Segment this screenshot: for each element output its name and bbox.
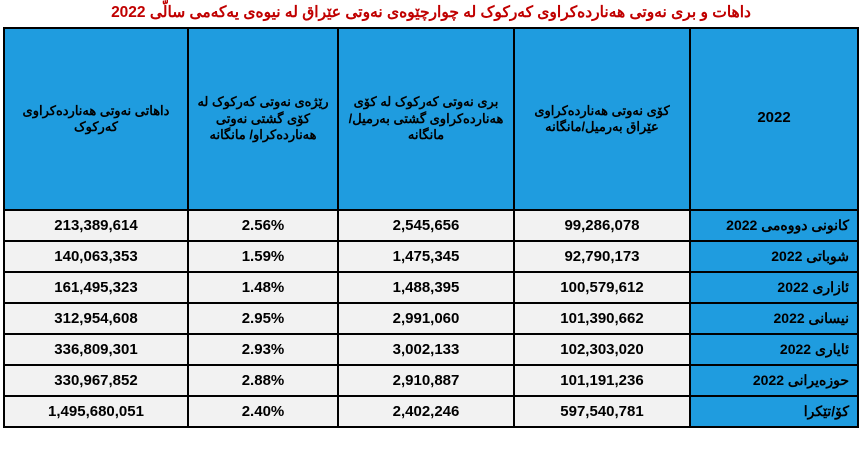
cell-kirkuk-percent: 2.56% bbox=[188, 210, 338, 241]
table-row bbox=[4, 241, 858, 272]
cell-kirkuk-share: 2,910,887 bbox=[338, 365, 514, 396]
column-header-year: 2022 bbox=[690, 28, 858, 210]
cell-kirkuk-revenue: 1,495,680,051 bbox=[4, 396, 188, 427]
cell-iraq-total: 101,191,236 bbox=[514, 365, 690, 396]
cell-kirkuk-revenue: 312,954,608 bbox=[4, 303, 188, 334]
cell-kirkuk-percent: 1.48% bbox=[188, 272, 338, 303]
cell-kirkuk-revenue: 330,967,852 bbox=[4, 365, 188, 396]
table-row bbox=[4, 272, 858, 303]
row-label: شوباتی 2022 bbox=[690, 241, 858, 272]
row-label: ئایاری 2022 bbox=[690, 334, 858, 365]
row-label: نیسانی 2022 bbox=[690, 303, 858, 334]
row-label: ئازاری 2022 bbox=[690, 272, 858, 303]
oil-export-table bbox=[3, 27, 859, 428]
table-row bbox=[4, 210, 858, 241]
table-row bbox=[4, 334, 858, 365]
cell-kirkuk-share: 2,991,060 bbox=[338, 303, 514, 334]
row-label: کانونی دووەمی 2022 bbox=[690, 210, 858, 241]
column-header-iraq-total: کۆی نەوتی هەناردەکراوی عێراق بەرمیل/مانگانە bbox=[514, 28, 690, 210]
cell-iraq-total: 597,540,781 bbox=[514, 396, 690, 427]
column-header-kirkuk-revenue: داهاتی نەوتی هەناردەکراوی کەرکوک bbox=[4, 28, 188, 210]
cell-kirkuk-percent: 1.59% bbox=[188, 241, 338, 272]
cell-kirkuk-revenue: 336,809,301 bbox=[4, 334, 188, 365]
cell-iraq-total: 101,390,662 bbox=[514, 303, 690, 334]
table-head bbox=[4, 28, 858, 210]
cell-kirkuk-revenue: 161,495,323 bbox=[4, 272, 188, 303]
table-row-total bbox=[4, 396, 858, 427]
cell-kirkuk-share: 2,402,246 bbox=[338, 396, 514, 427]
table-row bbox=[4, 365, 858, 396]
cell-kirkuk-share: 1,488,395 bbox=[338, 272, 514, 303]
cell-kirkuk-revenue: 140,063,353 bbox=[4, 241, 188, 272]
column-header-kirkuk-percent: رێژەی نەوتی کەرکوک لە کۆی گشتی نەوتی هەناردەکراو/ مانگانە bbox=[188, 28, 338, 210]
cell-kirkuk-percent: 2.40% bbox=[188, 396, 338, 427]
cell-iraq-total: 92,790,173 bbox=[514, 241, 690, 272]
column-header-kirkuk-share: بری نەوتی کەرکوک لە کۆی هەناردەکراوی گشتی بەرمیل/مانگانە bbox=[338, 28, 514, 210]
cell-kirkuk-revenue: 213,389,614 bbox=[4, 210, 188, 241]
cell-kirkuk-percent: 2.93% bbox=[188, 334, 338, 365]
table-row bbox=[4, 303, 858, 334]
cell-iraq-total: 99,286,078 bbox=[514, 210, 690, 241]
cell-iraq-total: 102,303,020 bbox=[514, 334, 690, 365]
cell-kirkuk-percent: 2.88% bbox=[188, 365, 338, 396]
row-label-total: کۆ/تێکرا bbox=[690, 396, 858, 427]
cell-kirkuk-share: 3,002,133 bbox=[338, 334, 514, 365]
table-header-row bbox=[4, 28, 858, 210]
page-title: داهات و بری نەوتی هەناردەکراوی کەرکوک لە چوارچێوەی نەوتی عێراق لە نیوەی یەکەمی سالّی 2022 bbox=[111, 4, 751, 21]
cell-kirkuk-share: 2,545,656 bbox=[338, 210, 514, 241]
cell-kirkuk-percent: 2.95% bbox=[188, 303, 338, 334]
cell-iraq-total: 100,579,612 bbox=[514, 272, 690, 303]
cell-kirkuk-share: 1,475,345 bbox=[338, 241, 514, 272]
table-body bbox=[4, 210, 858, 427]
row-label: حوزەیرانی 2022 bbox=[690, 365, 858, 396]
